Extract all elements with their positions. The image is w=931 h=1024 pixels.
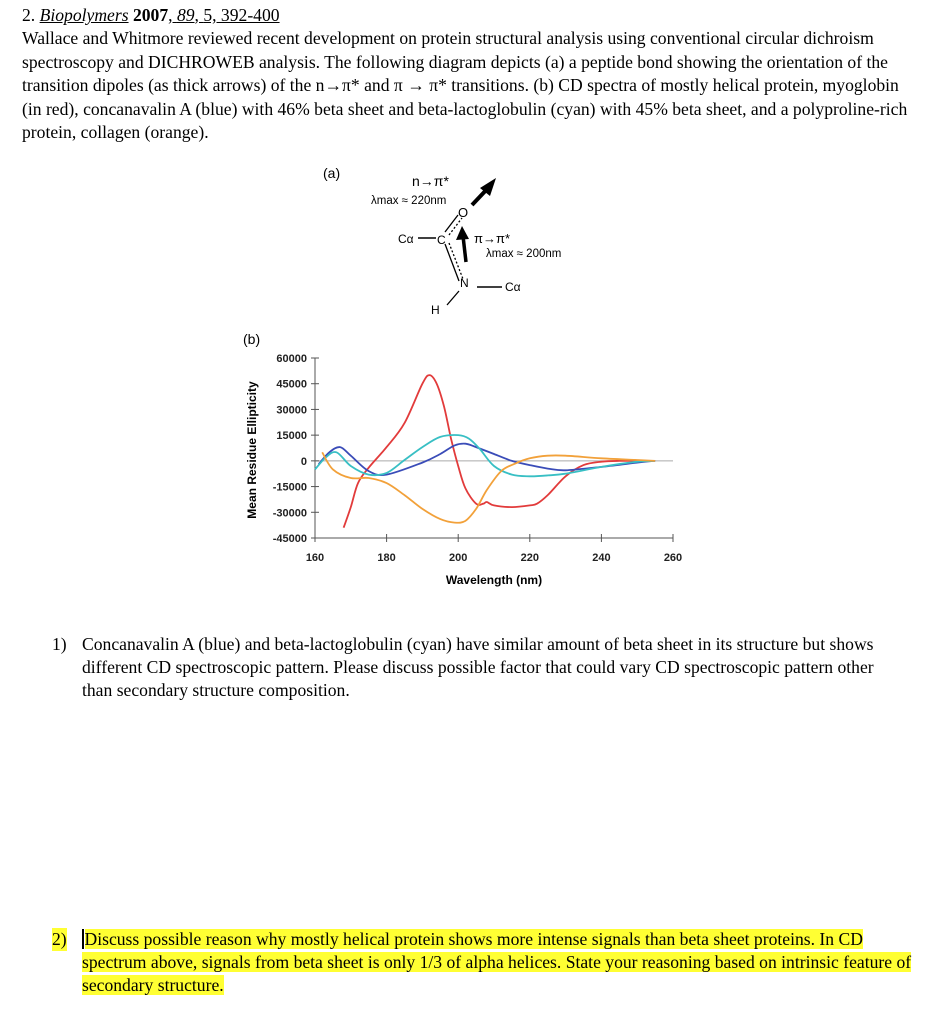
series-line-myoglobin xyxy=(344,375,655,528)
x-tick-label: 180 xyxy=(377,552,396,564)
x-axis-label: Wavelength (nm) xyxy=(445,573,543,587)
y-tick-label: 15000 xyxy=(276,430,307,443)
bond-n-h xyxy=(447,291,459,305)
citation-pages: 5, 392-400 xyxy=(203,5,280,25)
citation-year: 2007 xyxy=(132,5,169,25)
pi-pi-dipole-arrow xyxy=(463,236,466,262)
citation-line: 2. Biopolymers 2007, 89, 5, 392-400 xyxy=(22,5,280,25)
y-tick-label: -15000 xyxy=(272,481,307,494)
question-2-text: Discuss possible reason why mostly helical protein shows more intense signals than beta sheet proteins. In CD spectrum above, signals from beta sheet is only 1/3 of alpha helices. State your reasoning based on intrinsic feature of secondary structure. xyxy=(82,929,912,995)
panel-a-diagram xyxy=(323,165,561,317)
atom-c: C xyxy=(437,233,446,247)
panel-b-label: (b) xyxy=(243,331,261,347)
pi-pi-star-lambda: λmax ≈ 200nm xyxy=(486,248,562,260)
y-tick-label: 60000 xyxy=(276,353,307,365)
y-tick-label: 30000 xyxy=(276,404,307,417)
citation-volume: 89 xyxy=(176,5,195,25)
bond-c-o xyxy=(445,215,458,232)
atom-h: H xyxy=(431,303,440,317)
text-cursor xyxy=(82,929,84,949)
atom-ca-right: Cα xyxy=(505,280,521,294)
question-1-number: 1) xyxy=(52,634,67,654)
y-axis-label: Mean Residue Ellipticity xyxy=(245,381,259,519)
atom-n: N xyxy=(460,276,469,290)
x-tick-label: 200 xyxy=(449,552,468,564)
x-tick-label: 260 xyxy=(663,552,683,564)
question-2-number: 2) xyxy=(52,929,67,949)
n-pi-star-label: n→π* xyxy=(412,173,449,189)
panel-b-chart xyxy=(243,331,682,587)
intro-paragraph: Wallace and Whitmore reviewed recent development on protein structural analysis using conventional circular dichroism spectroscopy and DICHROWEB analysis. The following diagram depicts (a) a peptide bond showing the orientation of the transition dipoles (as thick arrows) of the n→π* and π → π* transitions. (b) CD spectra of mostly helical protein, myoglobin (in red), concanavalin A (blue) with 46% beta sheet and beta-lactoglobulin (cyan) with 45% beta sheet, and a polyproline-rich protein, collagen (orange). xyxy=(22,28,908,143)
panel-a-label: (a) xyxy=(323,165,341,181)
x-tick-label: 160 xyxy=(305,552,325,564)
y-tick-label: 0 xyxy=(300,455,307,468)
pi-pi-star-label: π→π* xyxy=(474,231,510,246)
x-tick-label: 240 xyxy=(592,552,611,564)
citation-journal: Biopolymers xyxy=(39,5,129,25)
y-tick-label: 45000 xyxy=(276,378,307,391)
pi-pi-arrowhead-icon xyxy=(456,226,469,240)
atom-o: O xyxy=(458,205,469,220)
y-tick-label: -30000 xyxy=(272,507,307,520)
problem-number: 2. xyxy=(22,5,36,25)
atom-ca-left: Cα xyxy=(398,232,414,246)
y-tick-label: -45000 xyxy=(272,533,307,545)
question-1-text: Concanavalin A (blue) and beta-lactoglobulin (cyan) have similar amount of beta sheet in its structure but shows different CD spectroscopic pattern. Please discuss possible factor that could vary CD spectroscopic pattern other than secondary structure composition. xyxy=(82,634,874,700)
n-pi-star-lambda: λmax ≈ 220nm xyxy=(371,195,447,207)
x-tick-label: 220 xyxy=(520,552,539,564)
